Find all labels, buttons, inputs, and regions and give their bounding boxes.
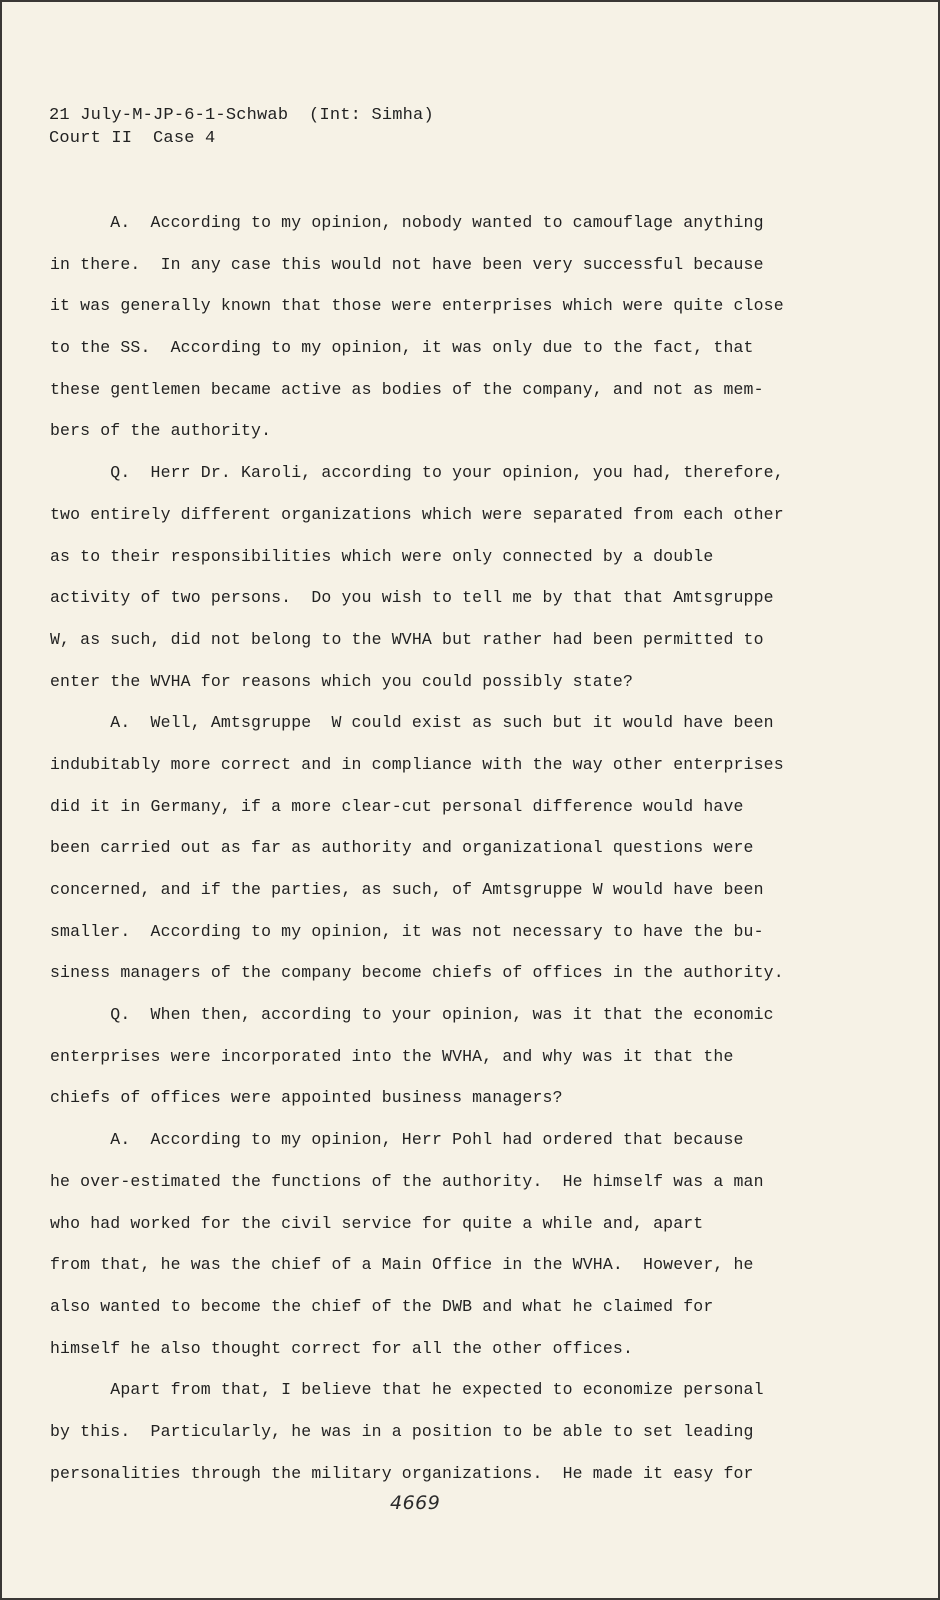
header-court-line: Court II Case 4 <box>49 129 216 148</box>
text-line: been carried out as far as authority and organizational questions were <box>50 838 754 858</box>
text-line: Apart from that, I believe that he expected to economize personal <box>50 1380 764 1400</box>
document-header <box>49 104 434 150</box>
text-line: from that, he was the chief of a Main Office in the WVHA. However, he <box>50 1255 754 1275</box>
text-line: he over-estimated the functions of the authority. He himself was a man <box>50 1171 764 1191</box>
text-line: concerned, and if the parties, as such, of Amtsgruppe W would have been <box>50 880 764 899</box>
text-line: in there. In any case this would not have been very successful because <box>50 254 764 274</box>
text-line: who had worked for the civil service for quite a while and, apart <box>50 1213 704 1233</box>
text-line: it was generally known that those were enterprises which were quite close <box>50 296 784 316</box>
text-line: two entirely different organizations which were separated from each other <box>50 504 784 524</box>
text-line: to the SS. According to my opinion, it was only due to the fact, that <box>50 338 754 358</box>
text-line: indubitably more correct and in compliance with the way other enterprises <box>50 754 784 774</box>
text-line: also wanted to become the chief of the DWB and what he claimed for <box>50 1296 714 1316</box>
text-line: these gentlemen became active as bodies of the company, and not as mem- <box>50 379 764 399</box>
text-line: chiefs of offices were appointed business managers? <box>50 1088 563 1108</box>
transcript-body <box>50 202 900 1494</box>
text-line: bers of the authority. <box>50 421 272 441</box>
text-line: activity of two persons. Do you wish to tell me by that that Amtsgruppe <box>50 588 774 608</box>
page-number: 4669 <box>390 1492 441 1514</box>
text-line: siness managers of the company become chiefs of offices in the authority. <box>50 963 784 983</box>
text-line: enterprises were incorporated into the WVHA, and why was it that the <box>50 1046 734 1066</box>
text-line: A. According to my opinion, Herr Pohl had ordered that because <box>50 1130 744 1150</box>
text-line: W, as such, did not belong to the WVHA but rather had been permitted to <box>50 629 764 649</box>
text-line: A. Well, Amtsgruppe W could exist as such but it would have been <box>50 713 774 733</box>
text-line: Q. When then, according to your opinion, was it that the economic <box>50 1005 774 1025</box>
text-line: personalities through the military organizations. He made it easy for <box>50 1463 754 1483</box>
text-line: as to their responsibilities which were only connected by a double <box>50 546 714 566</box>
text-line: Q. Herr Dr. Karoli, according to your opinion, you had, therefore, <box>50 463 784 483</box>
header-session-line: 21 July-M-JP-6-1-Schwab (Int: Simha) <box>49 106 434 125</box>
text-line: A. According to my opinion, nobody wanted to camouflage anything <box>50 213 764 232</box>
text-line: by this. Particularly, he was in a position to be able to set leading <box>50 1421 754 1441</box>
text-line: enter the WVHA for reasons which you could possibly state? <box>50 671 633 691</box>
text-line: smaller. According to my opinion, it was not necessary to have the bu- <box>50 921 764 941</box>
text-line: himself he also thought correct for all the other offices. <box>50 1338 633 1358</box>
text-line: did it in Germany, if a more clear-cut personal difference would have <box>50 796 744 816</box>
